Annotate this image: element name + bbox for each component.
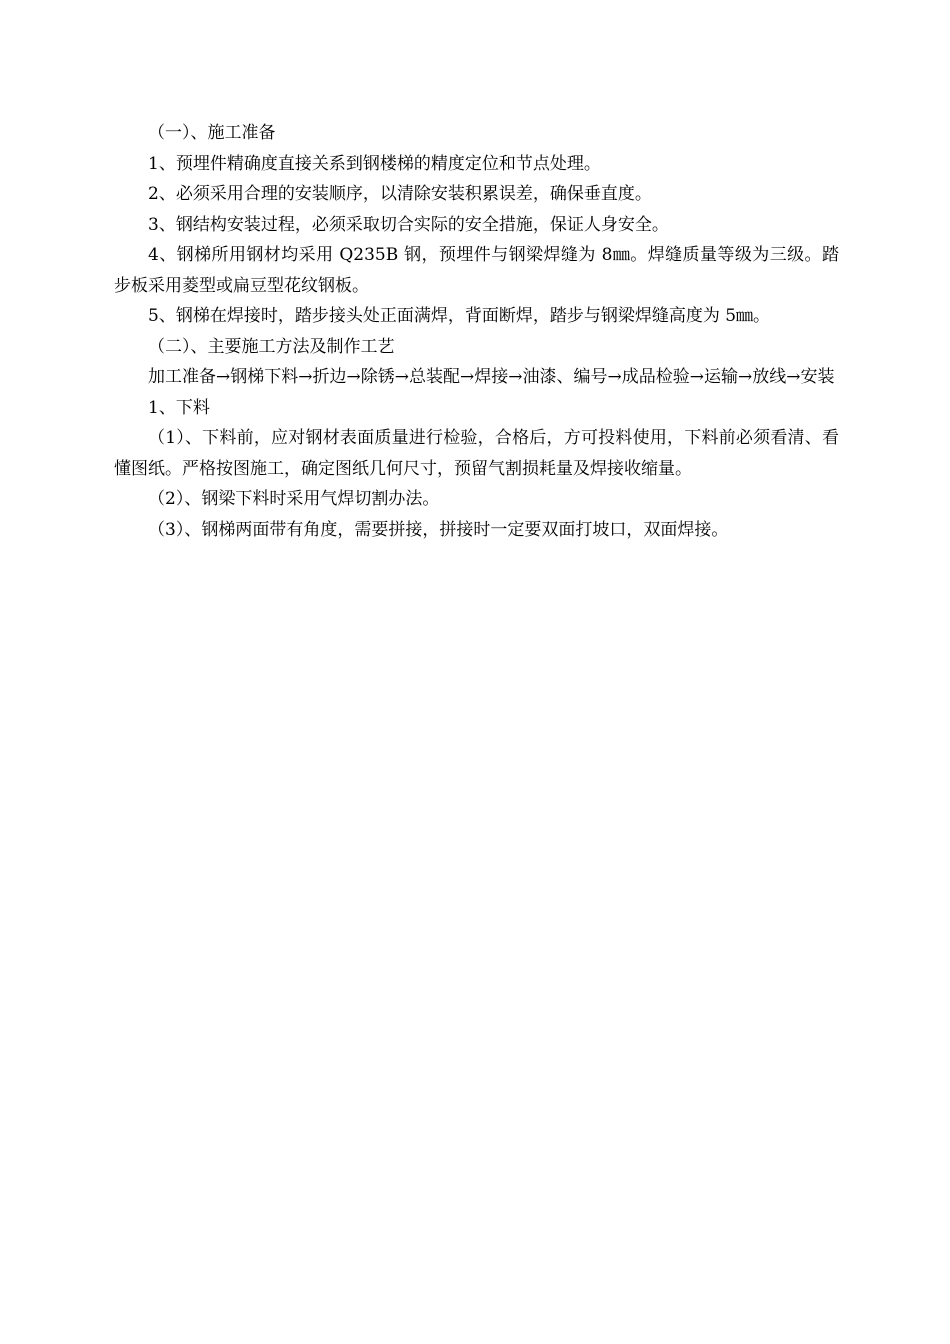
section-heading-preparation: （一）、施工准备 xyxy=(148,123,276,143)
paragraph-item-5: 5、钢梯在焊接时，踏步接头处正面满焊，背面断焊，踏步与钢梁焊缝高度为 5㎜。 xyxy=(148,306,771,326)
paragraph-item-3: 3、钢结构安装过程，必须采取切合实际的安全措施，保证人身安全。 xyxy=(148,214,669,235)
paragraph-cutting-1: （1）、下料前，应对钢材表面质量进行检验，合格后，方可投料使用，下料前必须看清、看懂图纸。严格按图施工，确定图纸几何尺寸，预留气割损耗量及焊接收缩量。 xyxy=(114,428,839,479)
paragraph-cutting-2: （2）、钢梁下料时采用气焊切割办法。 xyxy=(148,489,440,509)
process-flow-paragraph: 加工准备→钢梯下料→折边→除锈→总装配→焊接→油漆、编号→成品检验→运输→放线→安装 xyxy=(148,367,835,387)
section-heading-methods: （二）、主要施工方法及制作工艺 xyxy=(148,336,395,357)
subheading-cutting: 1、下料 xyxy=(148,397,210,418)
paragraph-item-2: 2、必须采用合理的安装顺序，以清除安装积累误差，确保垂直度。 xyxy=(148,184,652,204)
document-body xyxy=(114,118,839,545)
paragraph-cutting-3: （3）、钢梯两面带有角度，需要拼接，拼接时一定要双面打坡口，双面焊接。 xyxy=(148,519,729,540)
paragraph-item-1: 1、预埋件精确度直接关系到钢楼梯的精度定位和节点处理。 xyxy=(148,153,601,174)
paragraph-item-4: 4、钢梯所用钢材均采用 Q235B 钢，预埋件与钢梁焊缝为 8㎜。焊缝质量等级为三级。踏步板采用菱型或扁豆型花纹钢板。 xyxy=(114,245,839,296)
